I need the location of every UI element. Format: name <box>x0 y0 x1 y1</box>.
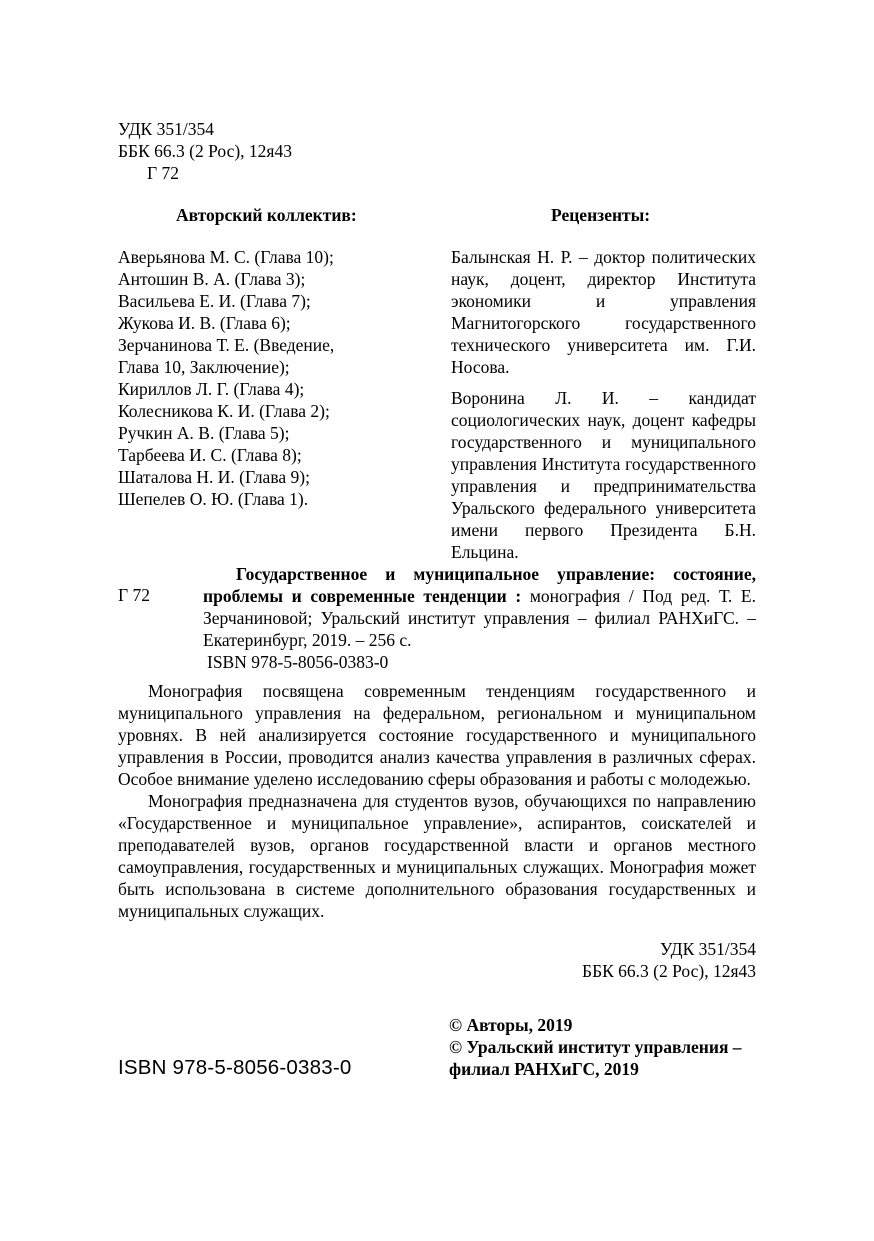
author-item: Тарбеева И. С. (Глава 8); <box>118 445 302 465</box>
author-item: Глава 10, Заключение); <box>118 357 290 377</box>
authors-heading: Авторский коллектив: <box>176 205 357 225</box>
isbn: ISBN 978-5-8056-0383-0 <box>118 1056 352 1079</box>
reviewers-list <box>451 246 756 572</box>
reviewer-item: Воронина Л. И. – кандидат социологических наук, доцент кафедры государственного и муниципального управления Института государственного управления и предпринимательства Уральского федерального университета имени первого Президента Б.Н. Ельцина. <box>451 388 756 562</box>
abstract-paragraph: Монография посвящена современным тенденциям государственного и муниципального управления на федеральном, региональном и муниципальном уровнях. В ней анализируется состояние государственного и муниципального управления в России, проводится анализ качества управления в различных сферах. Особое внимание уделено исследованию сферы образования и работы с молодежью. <box>118 681 756 789</box>
bbk-code: ББК 66.3 (2 Рос), 12я43 <box>118 141 292 161</box>
author-item: Васильева Е. И. (Глава 7); <box>118 291 311 311</box>
classification-top <box>118 118 292 184</box>
udk-code: УДК 351/354 <box>660 939 756 959</box>
biblio-details: монография / Под ред. Т. Е. Зерчаниновой; Уральский институт управления – филиал РАНХиГС. – Екатеринбург, 2019. – 256 с. <box>203 586 756 650</box>
copyright-institute: © Уральский институт управления – <box>449 1037 742 1057</box>
author-item: Шаталова Н. И. (Глава 9); <box>118 467 310 487</box>
biblio-title: Государственное и муниципальное управление: состояние, проблемы и современные тенденции : <box>203 564 756 606</box>
author-item: Аверьянова М. С. (Глава 10); <box>118 247 334 267</box>
abstract-paragraph: Монография предназначена для студентов вузов, обучающихся по направлению «Государственное и муниципальное управление», аспирантов, соискателей и преподавателей вузов, органов государственной власти и органов местного самоуправления, государственных и муниципальных служащих. Монография может быть использована в системе дополнительного образования государственных и муниципальных служащих. <box>118 791 756 921</box>
author-item: Кириллов Л. Г. (Глава 4); <box>118 379 305 399</box>
biblio-author-mark: Г 72 <box>118 585 150 605</box>
bibliographic-record <box>203 563 756 673</box>
udk-code: УДК 351/354 <box>118 119 214 139</box>
copyright-institute-cont: филиал РАНХиГС, 2019 <box>449 1059 639 1079</box>
author-item: Шепелев О. Ю. (Глава 1). <box>118 489 309 509</box>
classification-bottom <box>582 938 756 982</box>
biblio-description <box>203 563 756 651</box>
biblio-isbn: ISBN 978-5-8056-0383-0 <box>207 652 389 672</box>
abstract <box>118 680 756 922</box>
author-item: Жукова И. В. (Глава 6); <box>118 313 291 333</box>
reviewer-item: Балынская Н. Р. – доктор политических наук, доцент, директор Института экономики и управления Магнитогорского государственного технического университета им. Г.И. Носова. <box>451 247 756 377</box>
author-item: Антошин В. А. (Глава 3); <box>118 269 306 289</box>
copyright-authors: © Авторы, 2019 <box>449 1015 573 1035</box>
author-item: Ручкин А. В. (Глава 5); <box>118 423 290 443</box>
reviewers-heading: Рецензенты: <box>551 205 651 225</box>
author-item: Зерчанинова Т. Е. (Введение, <box>118 335 335 355</box>
author-item: Колесникова К. И. (Глава 2); <box>118 401 330 421</box>
copyright-block <box>449 1014 742 1080</box>
bbk-code: ББК 66.3 (2 Рос), 12я43 <box>582 961 756 981</box>
author-mark: Г 72 <box>147 163 179 183</box>
authors-list <box>118 246 368 510</box>
